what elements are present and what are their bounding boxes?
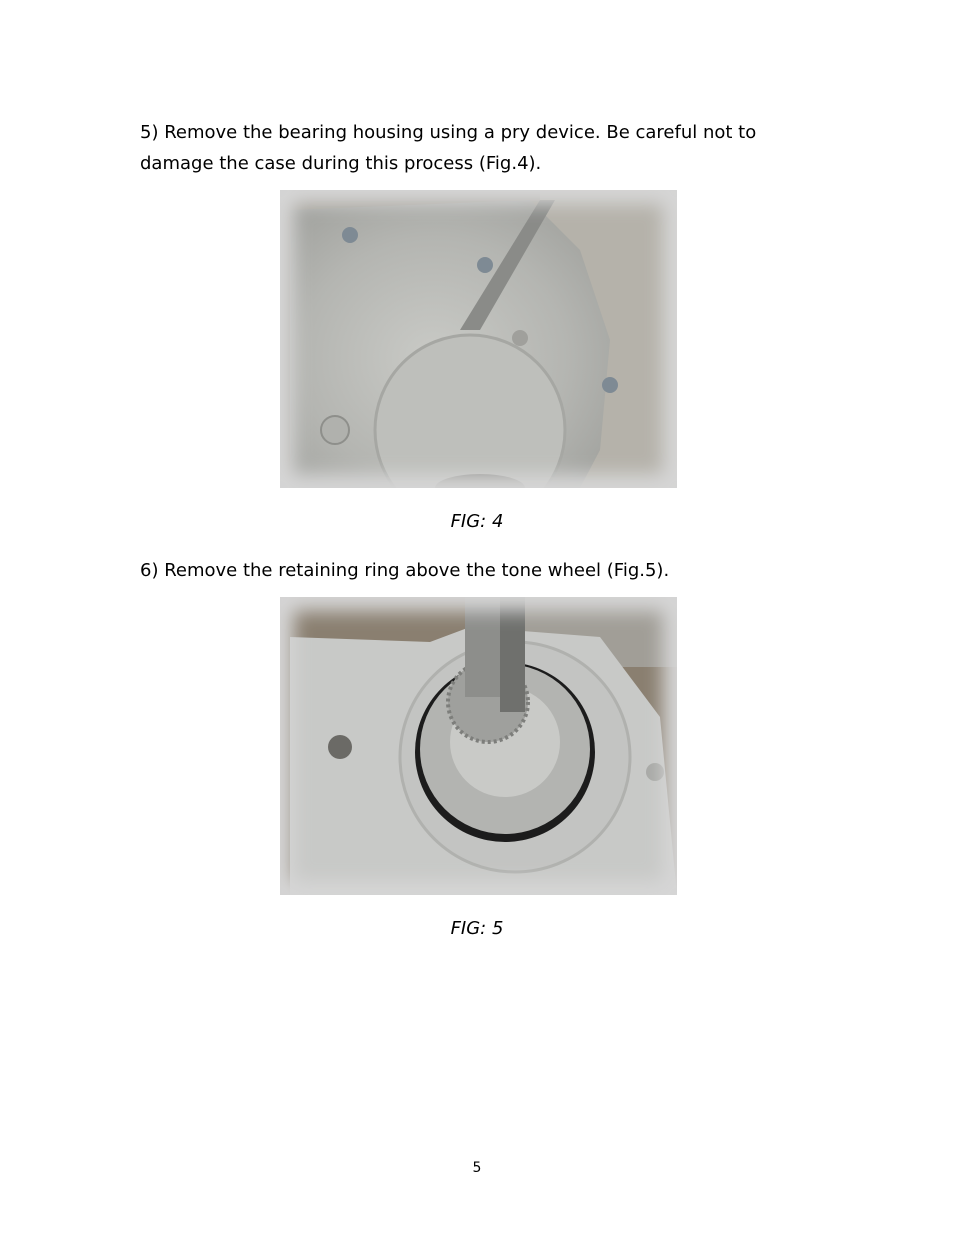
figure-5-photo (280, 597, 677, 895)
figure-5-caption: FIG: 5 (450, 918, 504, 939)
figure-4-photo (280, 190, 677, 488)
figure-4-caption: FIG: 4 (450, 511, 504, 532)
step-6-text: 6) Remove the retaining ring above the tone wheel (Fig.5). (140, 560, 670, 581)
page-number: 5 (472, 1160, 482, 1176)
photo-vignette (280, 190, 677, 488)
step-5-text: 5) Remove the bearing housing using a pry device. Be careful not to damage the case during this process (Fig.4). (140, 122, 757, 174)
photo-vignette (280, 597, 677, 895)
